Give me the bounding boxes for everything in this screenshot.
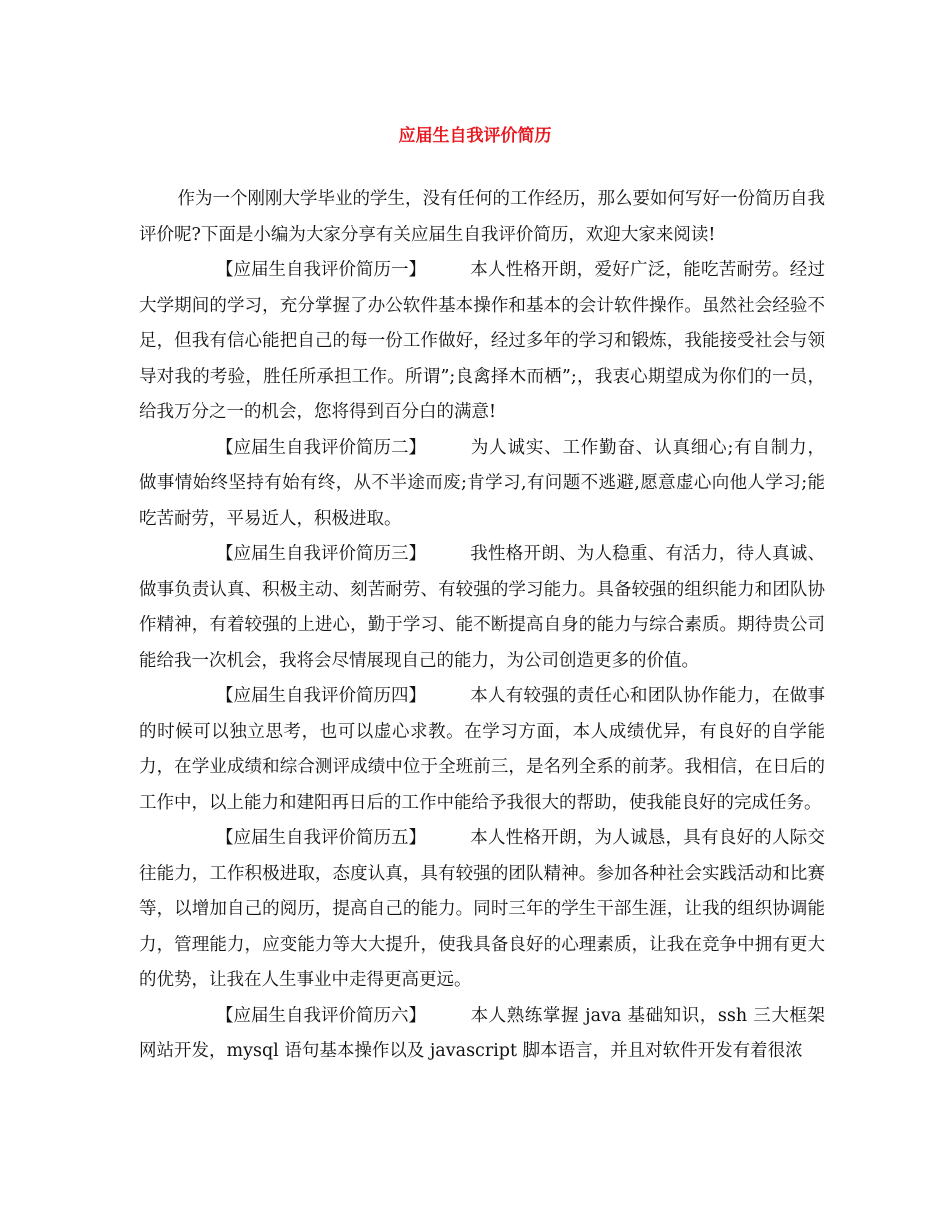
section-text-2: 为人诚实、工作勤奋、认真细心;有自制力，做事情始终坚持有始有终，从不半途而废;肯学习,有问题不逃避,愿意虚心向他人学习;能吃苦耐劳，平易近人，积极进取。 [139,437,825,529]
section-text-1: 本人性格开朗，爱好广泛，能吃苦耐劳。经过大学期间的学习，充分掌握了办公软件基本操作和基本的会计软件操作。虽然社会经验不足，但我有信心能把自己的每一份工作做好，经过多年的学习和锻炼，我能接受社会与领导对我的考验，胜任所承担工作。所谓”;良禽择木而栖”;，我衷心期望成为你们的一员，给我万分之一的机会，您将得到百分白的满意! [139,260,825,422]
section-heading-2: 【应届生自我评价简历二】 [216,437,426,458]
section-heading-5: 【应届生自我评价简历五】 [216,828,426,848]
section-paragraph-4 [139,679,825,821]
section-paragraph-3 [139,537,825,679]
document-body [139,182,825,1070]
section-heading-6: 【应届生自我评价简历六】 [216,1005,426,1026]
section-text-6: 本人熟练掌握 java 基础知识，ssh 三大框架网站开发，mysql 语句基本操作以及 javascript 脚本语言，并且对软件开发有着很浓 [139,1005,825,1061]
section-heading-4: 【应届生自我评价简历四】 [216,686,426,706]
section-heading-1: 【应届生自我评价简历一】 [216,260,426,280]
section-heading-3: 【应届生自我评价简历三】 [216,544,426,564]
document-title: 应届生自我评价简历 [398,126,552,146]
section-text-3: 我性格开朗、为人稳重、有活力，待人真诚、做事负责认真、积极主动、刻苦耐劳、有较强的学习能力。具备较强的组织能力和团队协作精神，有着较强的上进心，勤于学习、能不断提高自身的能力与综合素质。期待贵公司能给我一次机会，我将会尽情展现自己的能力，为公司创造更多的价值。 [139,544,825,671]
section-text-4: 本人有较强的责任心和团队协作能力，在做事的时候可以独立思考，也可以虚心求教。在学习方面，本人成绩优异，有良好的自学能力，在学业成绩和综合测评成绩中位于全班前三，是名列全系的前茅。我相信，在日后的工作中，以上能力和建阳再日后的工作中能给予我很大的帮助，使我能良好的完成任务。 [139,686,825,813]
section-paragraph-5 [139,821,825,999]
section-paragraph-1 [139,253,825,431]
section-paragraph-2 [139,431,825,538]
intro-paragraph: 作为一个刚刚大学毕业的学生，没有任何的工作经历，那么要如何写好一份简历自我评价呢?下面是小编为大家分享有关应届生自我评价简历，欢迎大家来阅读! [139,189,825,245]
section-paragraph-6 [139,999,825,1070]
section-text-5: 本人性格开朗，为人诚恳，具有良好的人际交往能力，工作积极进取，态度认真，具有较强的团队精神。参加各种社会实践活动和比赛等，以增加自己的阅历，提高自己的能力。同时三年的学生干部生涯，让我的组织协调能力，管理能力，应变能力等大大提升，使我具备良好的心理素质，让我在竞争中拥有更大的优势，让我在人生事业中走得更高更远。 [139,828,825,990]
